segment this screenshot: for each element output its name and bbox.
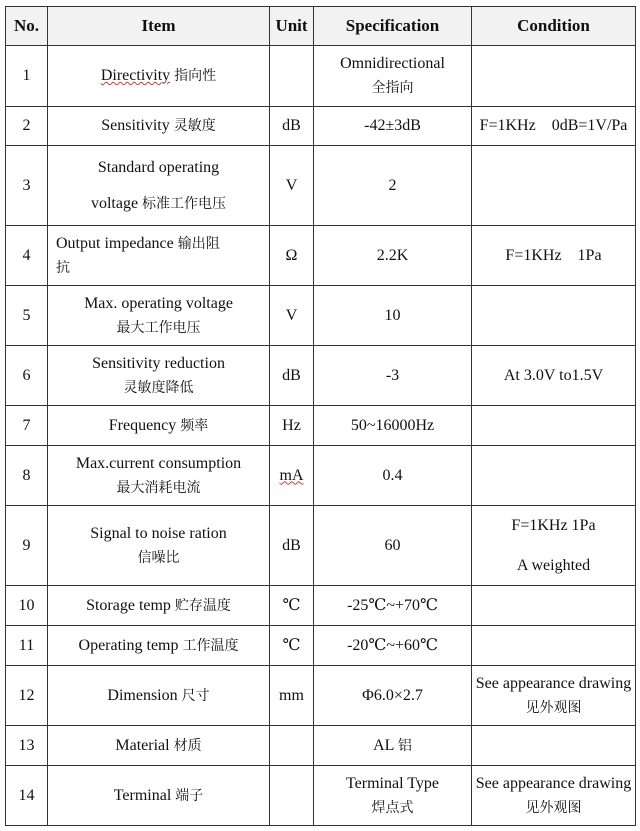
condition-cell <box>472 766 636 826</box>
table-row <box>6 286 636 346</box>
condition-line-1: See appearance drawing <box>475 674 632 692</box>
condition-line-1: See appearance drawing <box>475 774 632 792</box>
header-item: Item <box>48 7 270 46</box>
spec-cell: 10 <box>314 286 472 346</box>
item-cell <box>48 726 270 766</box>
condition-cell <box>472 626 636 666</box>
table-row <box>6 146 636 226</box>
table-row <box>6 107 636 146</box>
item-name-zh: 尺寸 <box>181 687 210 704</box>
unit-cell: dB <box>270 346 314 406</box>
condition-cell: At 3.0V to1.5V <box>472 346 636 406</box>
unit-value: mA <box>279 466 304 484</box>
item-name-en: Signal to noise ration <box>90 524 227 542</box>
item-name-zh: 标准工作电压 <box>142 195 227 212</box>
table-row <box>6 226 636 286</box>
spec-cell: 60 <box>314 506 472 586</box>
spec-value-zh: 全指向 <box>371 80 414 96</box>
item-cell <box>48 666 270 726</box>
condition-cell <box>472 506 636 586</box>
spec-cell: -42±3dB <box>314 107 472 146</box>
condition-line-2: A weighted <box>516 556 591 574</box>
spec-value: Terminal Type <box>346 774 439 792</box>
item-name-zh: 材质 <box>173 737 202 754</box>
item-name-en: Terminal <box>113 786 172 804</box>
item-name-en: Storage temp <box>86 596 171 614</box>
condition-cell <box>472 286 636 346</box>
table-row <box>6 446 636 506</box>
item-name-zh: 工作温度 <box>182 637 239 654</box>
spec-cell: 50~16000Hz <box>314 406 472 446</box>
header-row <box>6 7 636 46</box>
table-row <box>6 586 636 626</box>
condition-cell <box>472 666 636 726</box>
item-cell <box>48 766 270 826</box>
table-row <box>6 406 636 446</box>
unit-cell <box>270 766 314 826</box>
row-number: 6 <box>6 346 48 406</box>
row-number: 12 <box>6 666 48 726</box>
item-name-en: Directivity <box>100 67 171 84</box>
spec-cell <box>314 46 472 107</box>
item-name-zh: 输出阻 <box>177 235 220 252</box>
item-cell <box>48 286 270 346</box>
item-cell <box>48 506 270 586</box>
spec-cell: -25℃~+70℃ <box>314 586 472 626</box>
condition-cell <box>472 586 636 626</box>
unit-cell: dB <box>270 506 314 586</box>
item-cell <box>48 226 270 286</box>
spec-cell: 2 <box>314 146 472 226</box>
spec-value: Omnidirectional <box>340 55 445 72</box>
item-name-zh: 频率 <box>180 417 209 434</box>
header-condition: Condition <box>472 7 636 46</box>
condition-line-2: 见外观图 <box>525 799 582 816</box>
unit-cell <box>270 46 314 107</box>
item-name-en: Standard operating <box>97 158 220 176</box>
unit-cell: dB <box>270 107 314 146</box>
row-number: 1 <box>6 46 48 107</box>
item-name-en: Material <box>115 736 170 754</box>
row-number: 3 <box>6 146 48 226</box>
table-row <box>6 46 636 107</box>
item-cell <box>48 46 270 107</box>
item-cell <box>48 107 270 146</box>
condition-cell <box>472 406 636 446</box>
unit-cell <box>270 446 314 506</box>
table-row <box>6 766 636 826</box>
item-name-zh: 贮存温度 <box>174 597 231 614</box>
row-number: 8 <box>6 446 48 506</box>
row-number: 9 <box>6 506 48 586</box>
item-name-zh: 灵敏度降低 <box>123 379 194 396</box>
item-name-en: Dimension <box>107 686 178 704</box>
unit-cell: Hz <box>270 406 314 446</box>
row-number: 13 <box>6 726 48 766</box>
row-number: 10 <box>6 586 48 626</box>
spec-value-zh: 铝 <box>397 737 412 754</box>
unit-cell: mm <box>270 666 314 726</box>
item-cell <box>48 406 270 446</box>
row-number: 7 <box>6 406 48 446</box>
item-name-zh: 最大消耗电流 <box>116 479 201 496</box>
condition-cell <box>472 46 636 107</box>
unit-cell: ℃ <box>270 586 314 626</box>
spec-value: AL <box>373 736 394 754</box>
spec-table <box>5 6 636 826</box>
header-specification: Specification <box>314 7 472 46</box>
item-name-en: Sensitivity reduction <box>92 354 225 372</box>
condition-cell: F=1KHz 0dB=1V/Pa <box>472 107 636 146</box>
item-name-zh: 最大工作电压 <box>116 319 201 336</box>
item-name-zh-cont: 抗 <box>56 259 70 276</box>
table-row <box>6 506 636 586</box>
condition-cell: F=1KHz 1Pa <box>472 226 636 286</box>
item-name-zh: 灵敏度 <box>173 118 216 134</box>
condition-cell <box>472 726 636 766</box>
row-number: 11 <box>6 626 48 666</box>
condition-line-2: 见外观图 <box>525 699 582 716</box>
row-number: 5 <box>6 286 48 346</box>
item-cell <box>48 626 270 666</box>
unit-cell: ℃ <box>270 626 314 666</box>
item-name-zh: 信噪比 <box>137 549 180 566</box>
condition-line-1: F=1KHz 1Pa <box>511 516 596 534</box>
condition-cell <box>472 146 636 226</box>
row-number: 14 <box>6 766 48 826</box>
spec-cell: 0.4 <box>314 446 472 506</box>
item-name-zh: 指向性 <box>174 68 217 84</box>
header-unit: Unit <box>270 7 314 46</box>
table-row <box>6 666 636 726</box>
item-name-en: Operating temp <box>78 636 179 654</box>
row-number: 4 <box>6 226 48 286</box>
unit-cell: V <box>270 146 314 226</box>
item-name-en-cont: voltage <box>90 194 139 212</box>
row-number: 2 <box>6 107 48 146</box>
item-name-en: Max.current consumption <box>75 454 242 472</box>
unit-cell <box>270 726 314 766</box>
item-name-en: Sensitivity <box>101 117 170 134</box>
spec-cell: 2.2K <box>314 226 472 286</box>
item-name-en: Output impedance <box>56 234 174 252</box>
header-no: No. <box>6 7 48 46</box>
item-cell <box>48 346 270 406</box>
item-name-en: Frequency <box>108 416 177 434</box>
table-row <box>6 626 636 666</box>
item-cell <box>48 146 270 226</box>
spec-cell: -3 <box>314 346 472 406</box>
spec-value-zh: 焊点式 <box>371 799 414 816</box>
item-name-zh: 端子 <box>175 787 204 804</box>
condition-cell <box>472 446 636 506</box>
spec-cell: -20℃~+60℃ <box>314 626 472 666</box>
unit-cell: V <box>270 286 314 346</box>
item-name-en: Max. operating voltage <box>84 294 233 312</box>
table-row <box>6 726 636 766</box>
item-cell <box>48 446 270 506</box>
spec-cell <box>314 766 472 826</box>
table-row <box>6 346 636 406</box>
spec-cell: Φ6.0×2.7 <box>314 666 472 726</box>
unit-cell: Ω <box>270 226 314 286</box>
item-cell <box>48 586 270 626</box>
spec-cell <box>314 726 472 766</box>
